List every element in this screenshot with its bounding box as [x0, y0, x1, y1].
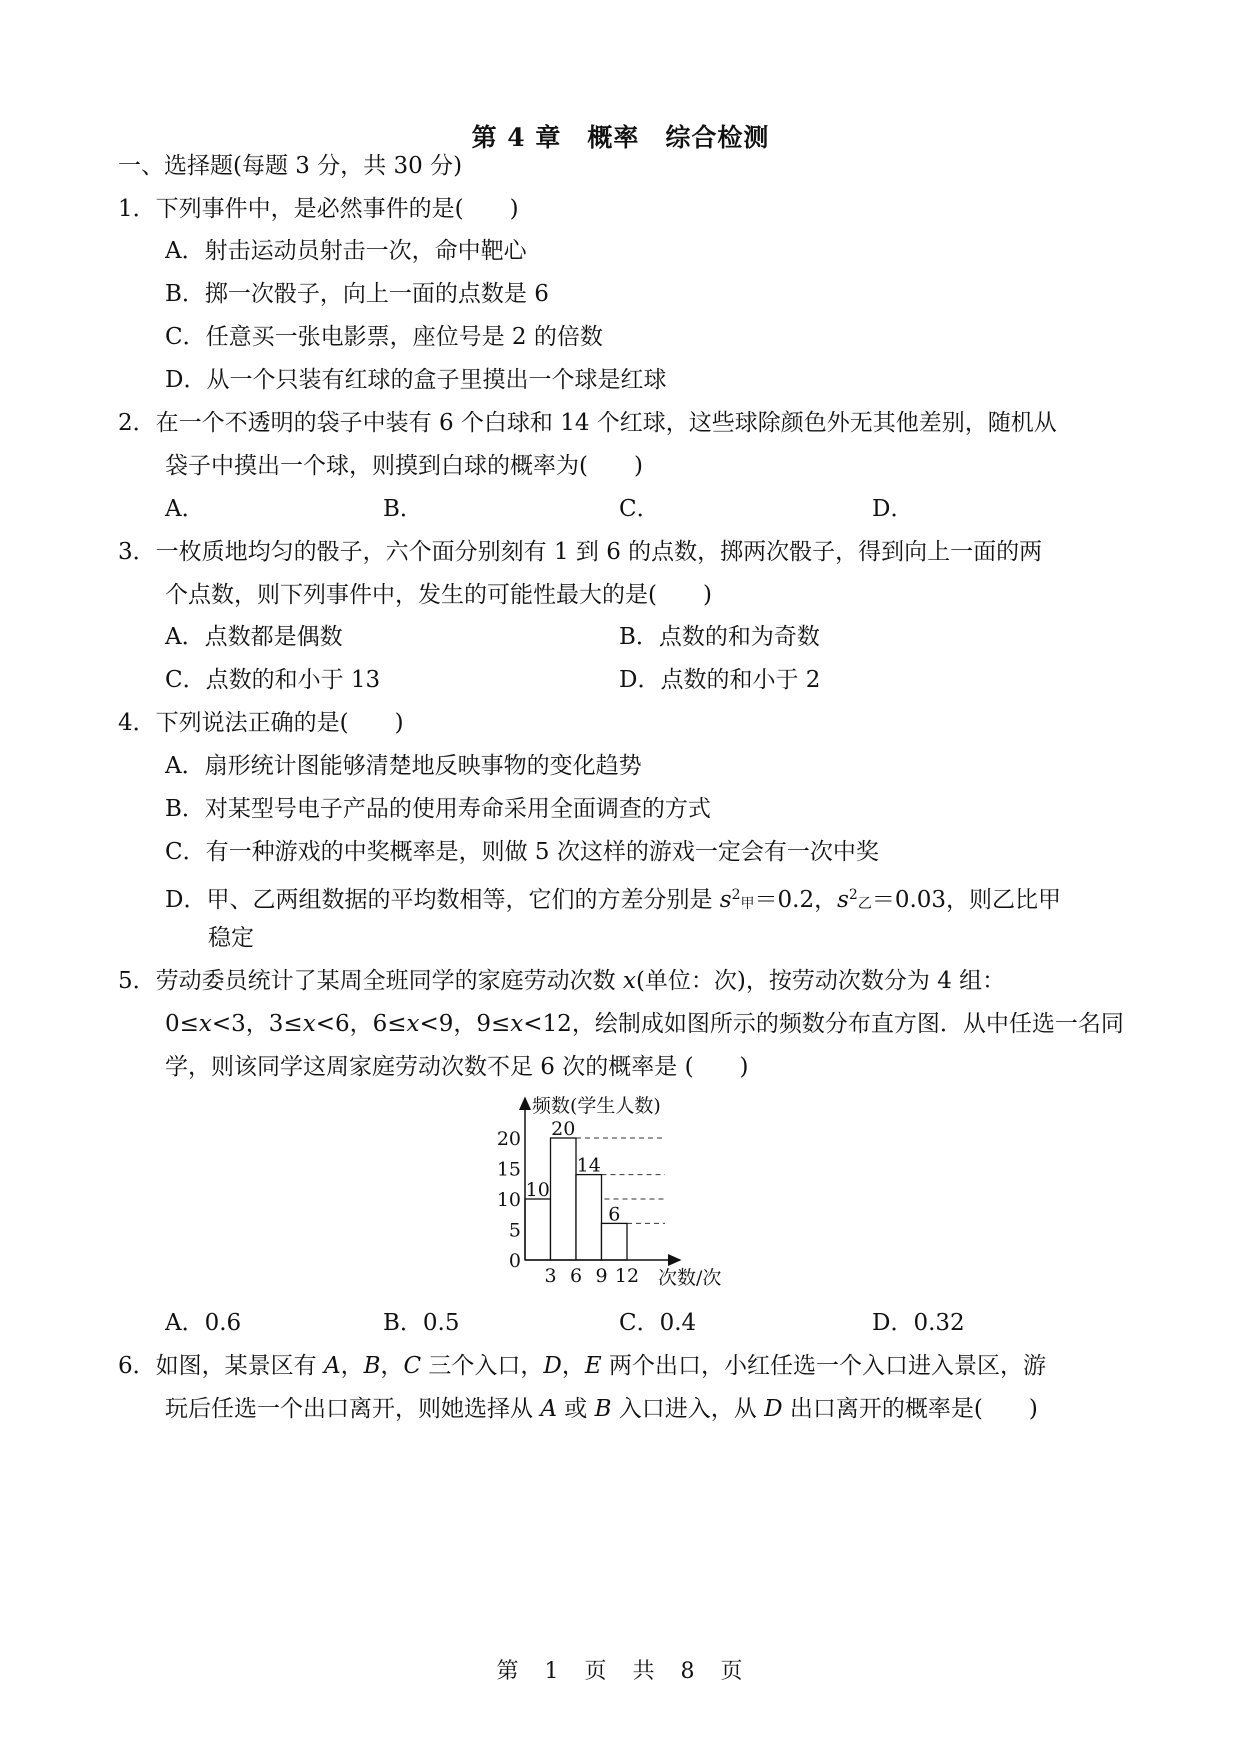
q3-option-b: B．点数的和为奇数	[619, 624, 820, 650]
q6-stem-line2	[165, 1393, 1038, 1425]
q6-text: 6．如图，某景区有	[118, 1353, 324, 1379]
var-x: x	[198, 1011, 212, 1037]
q4-option-a: A．扇形统计图能够清楚地反映事物的变化趋势	[165, 753, 642, 779]
q5-stem-line3: 学，则该同学这周家庭劳动次数不足 6 次的概率是 ( )	[165, 1054, 749, 1080]
q5-text: <9，9≤	[419, 1011, 511, 1037]
q4-stem: 4．下列说法正确的是( )	[118, 710, 404, 736]
x-tick-label: 9	[595, 1265, 608, 1287]
bar-value-label: 20	[551, 1118, 576, 1140]
q5-text: <3，3≤	[211, 1011, 303, 1037]
q3-option-a: A．点数都是偶数	[165, 624, 343, 650]
q5-text: <6，6≤	[315, 1011, 407, 1037]
q5-option-d: D．0.32	[872, 1310, 965, 1336]
q4-d-text: ＝0.2，	[754, 887, 838, 913]
var-x: x	[622, 968, 636, 994]
bar-value-label: 6	[608, 1203, 621, 1226]
q3-option-d: D．点数的和小于 2	[619, 667, 821, 693]
histogram-bar	[551, 1138, 577, 1260]
x-tick-label: 3	[544, 1265, 557, 1287]
histogram-bar	[525, 1199, 551, 1260]
subscript: 乙	[857, 896, 872, 912]
superscript: 2	[731, 887, 741, 903]
var-a: A	[540, 1396, 557, 1422]
subscript: 甲	[740, 896, 755, 912]
var-x: x	[406, 1011, 420, 1037]
var-c: C	[403, 1353, 422, 1379]
q2-option-d: D．	[872, 496, 914, 522]
histogram-bar	[576, 1175, 602, 1260]
bar-value-label: 14	[576, 1154, 601, 1177]
bar-value-label: 10	[525, 1179, 550, 1201]
var-d: D	[764, 1396, 783, 1422]
q2-option-c: C．	[619, 496, 660, 522]
x-axis-label: 次数/次	[658, 1267, 722, 1289]
y-tick-label: 20	[496, 1128, 521, 1150]
q6-text: ，	[380, 1353, 404, 1379]
q6-text: 玩后任选一个出口离开，则她选择从	[165, 1396, 541, 1422]
q3-option-c: C．点数的和小于 13	[165, 667, 381, 693]
y-tick-label: 0	[508, 1250, 521, 1272]
q6-text: 三个入口，	[421, 1353, 544, 1379]
y-tick-labels	[497, 1128, 521, 1272]
q5-option-c: C．0.4	[619, 1310, 697, 1336]
page-title: 第 4 章 概率 综合检测	[471, 123, 770, 152]
q4-option-d	[165, 879, 1061, 920]
q5-option-a: A．0.6	[165, 1310, 242, 1336]
q3-stem-line2: 个点数，则下列事件中，发生的可能性最大的是( )	[165, 582, 712, 608]
q6-text: ，	[561, 1353, 585, 1379]
q1-option-c: C．任意买一张电影票，座位号是 2 的倍数	[165, 324, 603, 350]
q5-stem-line1	[118, 965, 1005, 997]
var-b: B	[594, 1396, 612, 1422]
q5-text: 0≤	[165, 1011, 199, 1037]
q4-d-text: D．甲、乙两组数据的平均数相等，它们的方差分别是	[165, 887, 720, 913]
q5-text: <12，绘制成如图所示的频数分布直方图．从中任选一名同	[523, 1011, 1124, 1037]
var-a: A	[323, 1353, 341, 1379]
histogram-bar	[602, 1223, 628, 1260]
var-d: D	[543, 1353, 562, 1379]
y-axis-label: 频数(学生人数)	[532, 1095, 661, 1117]
q2-stem-line1: 2．在一个不透明的袋子中装有 6 个白球和 14 个红球，这些球除颜色外无其他差别，随机从	[118, 410, 1057, 436]
variance-symbol: s	[837, 887, 849, 913]
q5-option-b: B．0.5	[383, 1310, 460, 1336]
var-x: x	[510, 1011, 524, 1037]
q4-option-b: B．对某型号电子产品的使用寿命采用全面调查的方式	[165, 796, 711, 822]
q5-text: 5．劳动委员统计了某周全班同学的家庭劳动次数	[118, 968, 623, 994]
x-tick-label: 12	[614, 1265, 640, 1287]
q6-stem-line1	[118, 1350, 1046, 1382]
q2-stem-line2: 袋子中摸出一个球，则摸到白球的概率为( )	[165, 453, 643, 479]
x-tick-labels	[544, 1265, 639, 1287]
q1-option-a: A．射击运动员射击一次，命中靶心	[165, 238, 527, 264]
q1-stem: 1．下列事件中，是必然事件的是( )	[118, 196, 519, 222]
q1-option-d: D．从一个只装有红球的盒子里摸出一个球是红球	[165, 367, 667, 393]
page-footer: 第 1 页 共 8 页	[496, 1659, 745, 1684]
q6-text: ，	[340, 1353, 364, 1379]
section-heading: 一、选择题(每题 3 分，共 30 分)	[118, 153, 463, 179]
q2-option-b: B．	[383, 496, 423, 522]
var-b: B	[363, 1353, 381, 1379]
y-tick-label: 15	[496, 1158, 521, 1181]
y-tick-label: 10	[496, 1189, 521, 1211]
frequency-histogram	[480, 1090, 740, 1290]
var-e: E	[584, 1353, 602, 1379]
var-x: x	[302, 1011, 316, 1037]
q6-text: 出口离开的概率是( )	[782, 1396, 1038, 1422]
q4-d-text: ＝0.03，则乙比甲	[871, 887, 1062, 913]
q2-option-a: A．	[165, 496, 205, 522]
q6-text: 两个出口，小红任选一个入口进入景区，游	[601, 1353, 1046, 1379]
x-tick-label: 6	[569, 1265, 583, 1287]
q4-option-d-line2: 稳定	[208, 925, 254, 951]
q6-text: 入口进入，从	[611, 1396, 765, 1422]
q5-text: (单位：次)，按劳动次数分为 4 组：	[635, 968, 1006, 994]
q3-stem-line1: 3．一枚质地均匀的骰子，六个面分别刻有 1 到 6 的点数，掷两次骰子，得到向上一面的两	[118, 539, 1043, 565]
q1-option-b: B．掷一次骰子，向上一面的点数是 6	[165, 281, 549, 307]
y-tick-label: 5	[508, 1219, 521, 1242]
variance-symbol: s	[719, 887, 732, 913]
q6-text: 或	[556, 1396, 595, 1422]
superscript: 2	[848, 887, 858, 903]
q5-stem-line2	[165, 1008, 1124, 1040]
q4-option-c: C．有一种游戏的中奖概率是，则做 5 次这样的游戏一定会有一次中奖	[165, 839, 879, 865]
